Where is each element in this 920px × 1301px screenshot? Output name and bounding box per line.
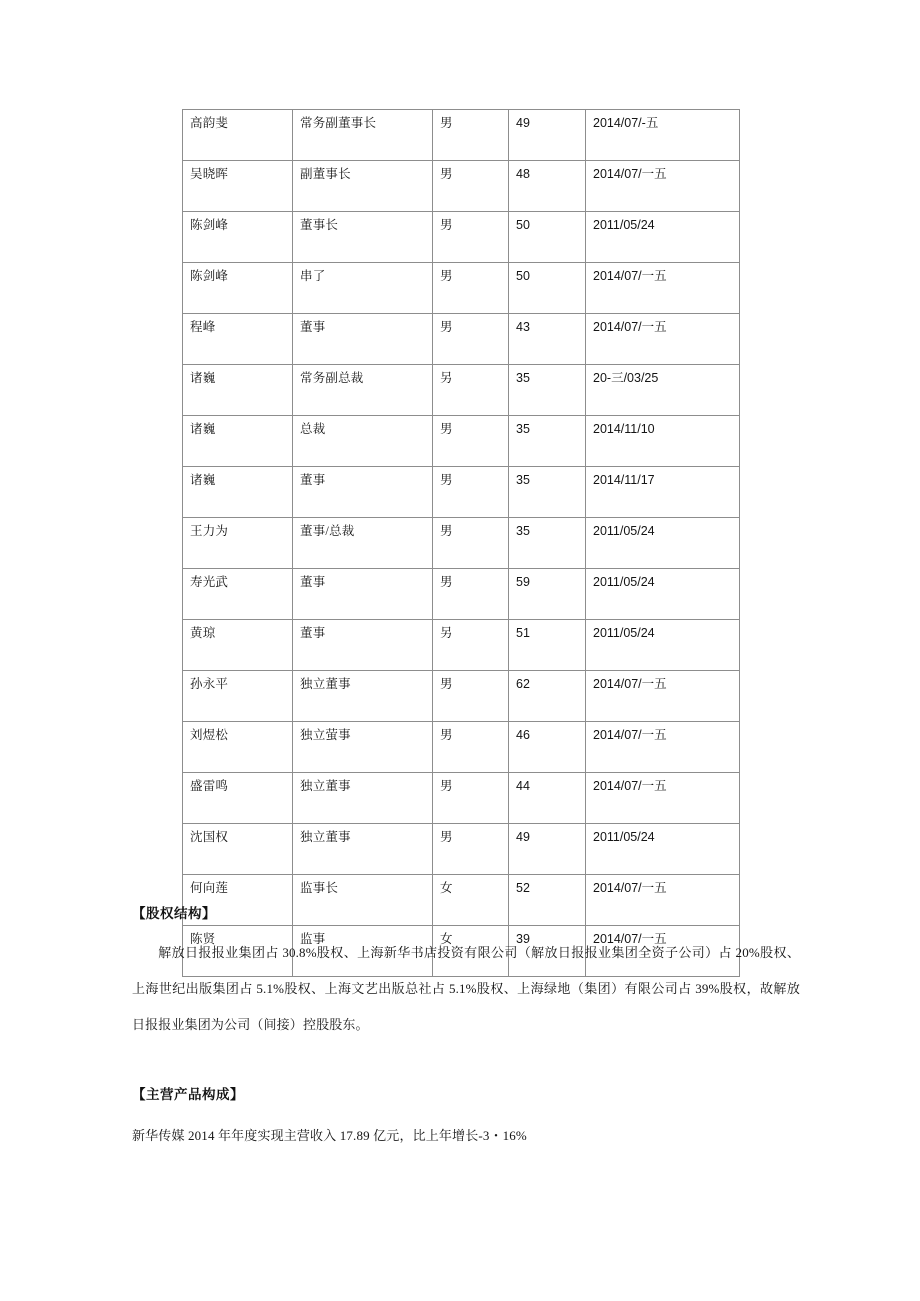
officer-name-cell: 吴晓晖 — [183, 161, 293, 212]
officer-name-cell: 陈贤 — [183, 926, 293, 977]
equity-structure-heading: 【股权结构】 — [132, 906, 216, 921]
officer-gender-cell: 另 — [433, 365, 509, 416]
officer-name-cell: 诸巍 — [183, 365, 293, 416]
table-row — [183, 824, 740, 875]
table-row — [183, 314, 740, 365]
officer-gender-cell: 男 — [433, 773, 509, 824]
officer-name-cell: 黄琼 — [183, 620, 293, 671]
table-row — [183, 569, 740, 620]
officer-gender-cell: 男 — [433, 110, 509, 161]
officer-age-cell: 46 — [509, 722, 586, 773]
officer-title-cell: 独立董事 — [293, 824, 433, 875]
officer-date-cell: 2011/05/24 — [586, 620, 740, 671]
main-product-paragraph: 新华传媒 2014 年年度实现主营收入 17.89 亿元，比上年增长-3・16% — [132, 1128, 527, 1143]
officer-title-cell: 董事 — [293, 569, 433, 620]
officer-name-cell: 孙永平 — [183, 671, 293, 722]
officer-gender-cell: 男 — [433, 671, 509, 722]
officer-age-cell: 44 — [509, 773, 586, 824]
officer-date-cell: 2014/07/一五 — [586, 263, 740, 314]
main-product-heading: 【主营产品构成】 — [132, 1087, 244, 1102]
officer-title-cell: 副董事长 — [293, 161, 433, 212]
officer-gender-cell: 男 — [433, 161, 509, 212]
officer-date-cell: 2014/07/一五 — [586, 926, 740, 977]
officer-title-cell: 独立萤事 — [293, 722, 433, 773]
officer-date-cell: 20-三/03/25 — [586, 365, 740, 416]
officer-name-cell: 刘煜松 — [183, 722, 293, 773]
officer-date-cell: 2011/05/24 — [586, 518, 740, 569]
officer-date-cell: 2011/05/24 — [586, 824, 740, 875]
officer-age-cell: 35 — [509, 467, 586, 518]
table-row — [183, 518, 740, 569]
officer-name-cell: 陈剑峰 — [183, 212, 293, 263]
officer-age-cell: 50 — [509, 212, 586, 263]
officer-date-cell: 2014/07/一五 — [586, 671, 740, 722]
officers-table-body — [183, 110, 740, 977]
officer-age-cell: 39 — [509, 926, 586, 977]
officer-title-cell: 常务副董事长 — [293, 110, 433, 161]
officer-date-cell: 2014/11/17 — [586, 467, 740, 518]
officer-name-cell: 盛雷鸣 — [183, 773, 293, 824]
officer-gender-cell: 男 — [433, 416, 509, 467]
officer-age-cell: 49 — [509, 110, 586, 161]
officer-gender-cell: 男 — [433, 518, 509, 569]
officer-age-cell: 48 — [509, 161, 586, 212]
officer-age-cell: 59 — [509, 569, 586, 620]
officer-name-cell: 诸巍 — [183, 467, 293, 518]
officer-age-cell: 51 — [509, 620, 586, 671]
officer-name-cell: 王力为 — [183, 518, 293, 569]
officer-date-cell: 2011/05/24 — [586, 212, 740, 263]
officer-name-cell: 陈剑峰 — [183, 263, 293, 314]
officer-gender-cell: 女 — [433, 875, 509, 926]
table-row — [183, 620, 740, 671]
table-row — [183, 110, 740, 161]
officer-age-cell: 35 — [509, 365, 586, 416]
officer-gender-cell: 男 — [433, 722, 509, 773]
officer-age-cell: 50 — [509, 263, 586, 314]
officer-age-cell: 35 — [509, 518, 586, 569]
table-row — [183, 161, 740, 212]
officers-table — [182, 109, 740, 977]
table-row — [183, 773, 740, 824]
officer-date-cell: 2014/11/10 — [586, 416, 740, 467]
officer-title-cell: 董事长 — [293, 212, 433, 263]
table-row — [183, 365, 740, 416]
officer-name-cell: 高韵斐 — [183, 110, 293, 161]
officers-table-container — [182, 109, 739, 977]
officer-title-cell: 常务副总裁 — [293, 365, 433, 416]
table-row — [183, 671, 740, 722]
officer-name-cell: 何向莲 — [183, 875, 293, 926]
officer-name-cell: 程峰 — [183, 314, 293, 365]
officer-name-cell: 寿光武 — [183, 569, 293, 620]
officer-date-cell: 2014/07/一五 — [586, 875, 740, 926]
officer-title-cell: 董事 — [293, 314, 433, 365]
officer-date-cell: 2014/07/一五 — [586, 722, 740, 773]
officer-name-cell: 诸巍 — [183, 416, 293, 467]
equity-structure-paragraph — [132, 935, 800, 1043]
officer-date-cell: 2014/07/一五 — [586, 314, 740, 365]
officer-gender-cell: 男 — [433, 314, 509, 365]
officer-age-cell: 62 — [509, 671, 586, 722]
officer-title-cell: 独立董事 — [293, 773, 433, 824]
officer-date-cell: 2014/07/一五 — [586, 773, 740, 824]
officer-date-cell: 2014/07/-五 — [586, 110, 740, 161]
officer-title-cell: 董事/总裁 — [293, 518, 433, 569]
table-row — [183, 212, 740, 263]
officer-title-cell: 董事 — [293, 467, 433, 518]
officer-gender-cell: 男 — [433, 212, 509, 263]
officer-title-cell: 监事长 — [293, 875, 433, 926]
officer-gender-cell: 男 — [433, 569, 509, 620]
officer-age-cell: 43 — [509, 314, 586, 365]
table-row — [183, 263, 740, 314]
officer-age-cell: 35 — [509, 416, 586, 467]
equity-structure-text: 解放日报报业集团占 30.8%股权、上海新华书店投资有限公司（解放日报报业集团全资子公司）占 20%股权、上海世纪出版集团占 5.1%股权、上海文艺出版总社占 5.1%股权、上海绿地（集团）有限公司占 39%股权，故解放日报报业集团为公司（间接）控股股东。 — [132, 945, 800, 1032]
officer-title-cell: 总裁 — [293, 416, 433, 467]
officer-name-cell: 沈国权 — [183, 824, 293, 875]
officer-gender-cell: 男 — [433, 824, 509, 875]
table-row — [183, 875, 740, 926]
officer-title-cell: 串了 — [293, 263, 433, 314]
officer-date-cell: 2014/07/一五 — [586, 161, 740, 212]
officer-title-cell: 监事 — [293, 926, 433, 977]
table-row — [183, 467, 740, 518]
officer-date-cell: 2011/05/24 — [586, 569, 740, 620]
officer-gender-cell: 男 — [433, 467, 509, 518]
officer-title-cell: 独立董事 — [293, 671, 433, 722]
officer-age-cell: 52 — [509, 875, 586, 926]
officer-gender-cell: 女 — [433, 926, 509, 977]
officer-age-cell: 49 — [509, 824, 586, 875]
table-row — [183, 416, 740, 467]
officer-gender-cell: 另 — [433, 620, 509, 671]
officer-gender-cell: 男 — [433, 263, 509, 314]
officer-title-cell: 董事 — [293, 620, 433, 671]
table-row — [183, 722, 740, 773]
